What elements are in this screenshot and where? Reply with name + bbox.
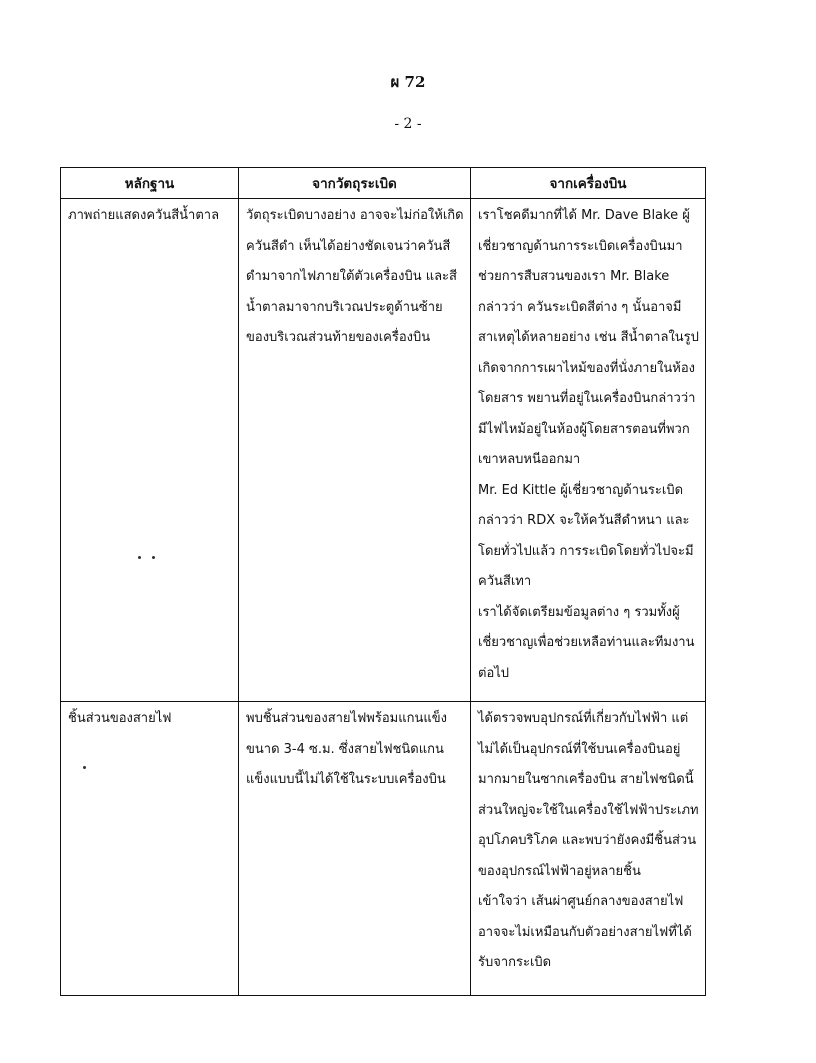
aircraft-paragraph: ได้ตรวจพบอุปกรณ์ที่เกี่ยวกับไฟฟ้า แต่ไม่ได้เป็นอุปกรณ์ที่ใช้บนเครื่องบินอยู่มากมายในซากเครื่องบิน สายไฟชนิดนี้ส่วนใหญ่จะใช้ในเครื่องใช้ไฟฟ้าประเภทอุปโภคบริโภค และพบว่ายังคงมีชิ้นส่วนของอุปกรณ์ไฟฟ้าอยู่หลายชิ้น xyxy=(478,711,699,879)
aircraft-paragraph: Mr. Ed Kittle ผู้เชี่ยวชาญด้านระเบิดกล่าวว่า RDX จะให้ควันสีดำหนา และโดยทั่วไปแล้ว การระเบิดโดยทั่วไปจะมีควันสีเทา xyxy=(478,482,694,589)
explosive-cell: วัตถุระเบิดบางอย่าง อาจจะไม่ก่อให้เกิดควันสีดำ เห็นได้อย่างชัดเจนว่าควันสีดำมาจากไฟภายใต้ตัวเครื่องบิน และสีน้ำตาลมาจากบริเวณประตูด้านซ้ายของบริเวณส่วนท้ายของเครื่องบิน xyxy=(239,199,471,702)
scan-speck xyxy=(152,556,155,559)
page-number: - 2 - xyxy=(394,116,422,132)
aircraft-paragraph: เราโชคดีมากที่ได้ Mr. Dave Blake ผู้เชี่ยวชาญด้านการระเบิดเครื่องบินมาช่วยการสืบสวนของเรา Mr. Blake กล่าวว่า ควันระเบิดสีต่าง ๆ นั้นอาจมีสาเหตุได้หลายอย่าง เช่น สีน้ำตาลในรูปเกิดจากการเผาไหม้ของที่นั่งภายในห้องโดยสาร พยานที่อยู่ในเครื่องบินกล่าวว่า มีไฟไหม้อยู่ในห้องผู้โดยสารตอนที่พวกเขาหลบหนีออกมา xyxy=(478,208,699,467)
table-row xyxy=(61,199,706,702)
table-row xyxy=(61,702,706,996)
aircraft-cell xyxy=(471,702,706,996)
evidence-comparison-table xyxy=(60,167,706,996)
scan-speck xyxy=(138,556,141,559)
column-header-from-explosive: จากวัตถุระเบิด xyxy=(239,168,471,199)
aircraft-cell xyxy=(471,199,706,702)
column-header-evidence: หลักฐาน xyxy=(61,168,239,199)
explosive-cell: พบชิ้นส่วนของสายไฟพร้อมแกนแข็ง ขนาด 3-4 ซ.ม. ซึ่งสายไฟชนิดแกนแข็งแบบนี้ไม่ได้ใช้ในระบบเครื่องบิน xyxy=(239,702,471,996)
evidence-cell: ชิ้นส่วนของสายไฟ xyxy=(61,702,239,996)
document-code: ผ 72 xyxy=(390,73,426,91)
aircraft-paragraph: เข้าใจว่า เส้นผ่าศูนย์กลางของสายไฟอาจจะไม่เหมือนกับตัวอย่างสายไฟที่ได้รับจากระเบิด xyxy=(478,894,692,970)
aircraft-paragraph: เราได้จัดเตรียมข้อมูลต่าง ๆ รวมทั้งผู้เชี่ยวชาญเพื่อช่วยเหลือท่านและทีมงานต่อไป xyxy=(478,604,695,681)
evidence-cell: ภาพถ่ายแสดงควันสีน้ำตาล xyxy=(61,199,239,702)
scan-speck xyxy=(83,766,86,769)
column-header-from-aircraft: จากเครื่องบิน xyxy=(471,168,706,199)
table-header-row xyxy=(61,168,706,199)
